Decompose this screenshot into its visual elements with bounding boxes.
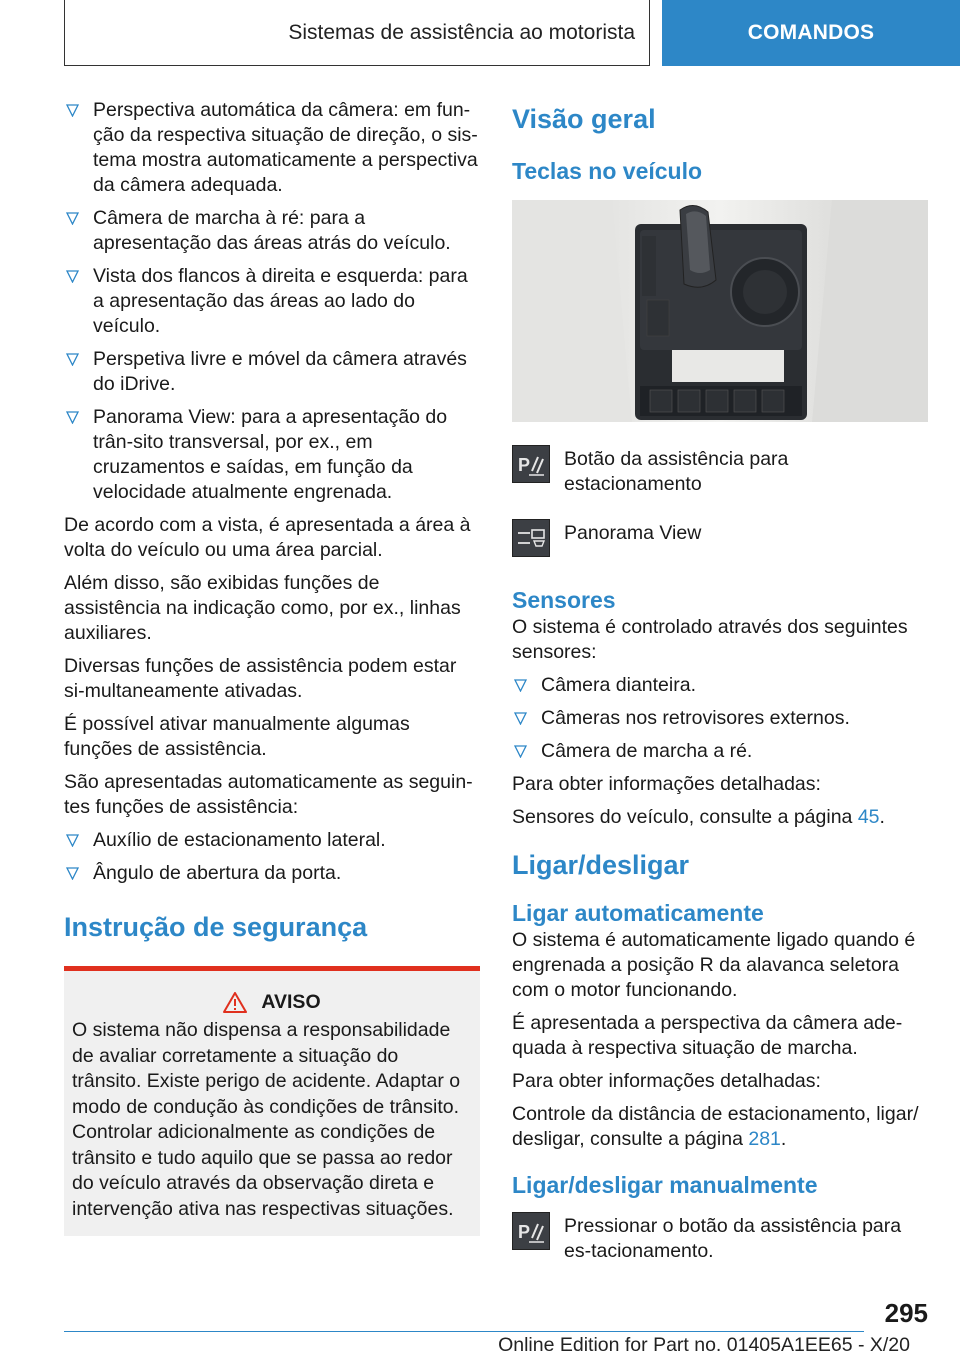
paragraph: O sistema é controlado através dos seguintes sensores:: [512, 616, 908, 663]
list-item: Auxílio de estacionamento lateral.: [64, 828, 480, 853]
parking-assistant-button-icon: [512, 445, 550, 483]
panorama-button-row: [512, 519, 928, 557]
triangle-bullet-icon: [514, 745, 527, 758]
section-title: Sistemas de assistência ao motorista: [288, 20, 635, 44]
panorama-view-button-icon: [512, 519, 550, 557]
edition-note: Online Edition for Part no. 01405A1EE65 - X/20: [498, 1334, 910, 1356]
list-item: Câmera dianteira.: [512, 673, 928, 698]
footer-divider: [64, 1331, 864, 1332]
pdc-reference: Controle da distância de estacionamento, ligar/ desligar, consulte a página 281.: [512, 1103, 919, 1150]
chapter-tab-label: COMANDOS: [747, 21, 875, 44]
sensors-reference: Sensores do veículo, consulte a página 45.: [512, 806, 885, 828]
manual-button-row: [512, 1212, 928, 1264]
list-item: Panorama View: para a apresentação do trân-sito transversal, por ex., em cruzamentos e saídas, em função da velocidade atualmente engrenada.: [64, 405, 480, 505]
paragraph: É possível ativar manualmente algumas funções de assistência.: [64, 713, 410, 760]
mode-list: [64, 98, 480, 505]
right-column: [512, 102, 928, 1264]
warning-box: [64, 966, 480, 1236]
triangle-bullet-icon: [66, 411, 79, 424]
warning-label: AVISO: [261, 991, 321, 1013]
triangle-bullet-icon: [66, 212, 79, 225]
parking-assistant-button-icon: [512, 1212, 550, 1250]
page-header: [0, 0, 960, 66]
parking-button-label: Botão da assistência para estacionamento: [564, 448, 789, 495]
list-item: Câmeras nos retrovisores externos.: [512, 706, 928, 731]
triangle-bullet-icon: [514, 679, 527, 692]
list-item: Perspectiva automática da câmera: em fun-ção da respectiva situação de direção, o sis-tema mostra automaticamente a perspectiva da câmera adequada.: [64, 98, 480, 198]
sensor-list: [512, 673, 928, 764]
paragraph: Para obter informações detalhadas:: [512, 1070, 821, 1092]
overview-heading: Visão geral: [512, 104, 656, 134]
sensors-heading: Sensores: [512, 587, 616, 613]
auto-function-list: [64, 828, 480, 886]
auto-heading: Ligar automaticamente: [512, 900, 764, 926]
warning-text: O sistema não dispensa a responsabilidade de avaliar corretamente a situação do trânsito. Existe perigo de acidente. Adaptar o modo de condução às condições de trânsito. Controlar adicionalmente as condições de trânsito e tudo aquilo que se passa ao redor do veículo através da observação direta e intervenção ativa nas respectivas situações.: [72, 1019, 461, 1220]
paragraph: De acordo com a vista, é apresentada a área à volta do veículo ou uma área parcial.: [64, 514, 471, 561]
manual-instruction: Pressionar o botão da assistência para es-tacionamento.: [564, 1215, 902, 1262]
svg-text:P: P: [518, 1222, 531, 1242]
svg-text:P: P: [518, 455, 531, 475]
warning-header: [72, 991, 472, 1014]
list-item: Perspetiva livre e móvel da câmera através do iDrive.: [64, 347, 480, 397]
page-link[interactable]: 45: [857, 806, 880, 828]
left-column: [64, 98, 480, 1236]
parking-button-row: [512, 445, 928, 497]
manual-heading: Ligar/desligar manualmente: [512, 1172, 818, 1198]
header-title-box: [64, 0, 650, 66]
list-item: Câmera de marcha à ré: para a apresentação das áreas atrás do veículo.: [64, 206, 480, 256]
keys-heading: Teclas no veículo: [512, 158, 703, 184]
triangle-bullet-icon: [514, 712, 527, 725]
panorama-button-label: Panorama View: [564, 522, 702, 544]
paragraph: Diversas funções de assistência podem estar si-multaneamente ativadas.: [64, 655, 457, 702]
list-item: Câmera de marcha a ré.: [512, 739, 928, 764]
warning-triangle-icon: [223, 992, 247, 1013]
triangle-bullet-icon: [66, 104, 79, 117]
list-item: Vista dos flancos à direita e esquerda: para a apresentação das áreas ao lado do veículo.: [64, 264, 480, 339]
page-number: 295: [884, 1298, 928, 1328]
paragraph: Além disso, são exibidas funções de assistência na indicação como, por ex., linhas auxiliares.: [64, 572, 461, 644]
safety-heading: Instrução de segurança: [64, 912, 368, 942]
triangle-bullet-icon: [66, 867, 79, 880]
center-console-photo: [512, 200, 928, 422]
triangle-bullet-icon: [66, 834, 79, 847]
page-link[interactable]: 281: [748, 1128, 781, 1150]
list-item: Ângulo de abertura da porta.: [64, 861, 480, 886]
paragraph: É apresentada a perspectiva da câmera ade-quada à respectiva situação de marcha.: [512, 1012, 903, 1059]
triangle-bullet-icon: [66, 270, 79, 283]
paragraph: São apresentadas automaticamente as seguin-tes funções de assistência:: [64, 771, 473, 818]
on-off-heading: Ligar/desligar: [512, 850, 690, 880]
triangle-bullet-icon: [66, 353, 79, 366]
paragraph: Para obter informações detalhadas:: [512, 773, 821, 795]
chapter-tab[interactable]: [662, 0, 960, 66]
paragraph: O sistema é automaticamente ligado quando é engrenada a posição R da alavanca seletora com o motor funcionando.: [512, 929, 916, 1001]
